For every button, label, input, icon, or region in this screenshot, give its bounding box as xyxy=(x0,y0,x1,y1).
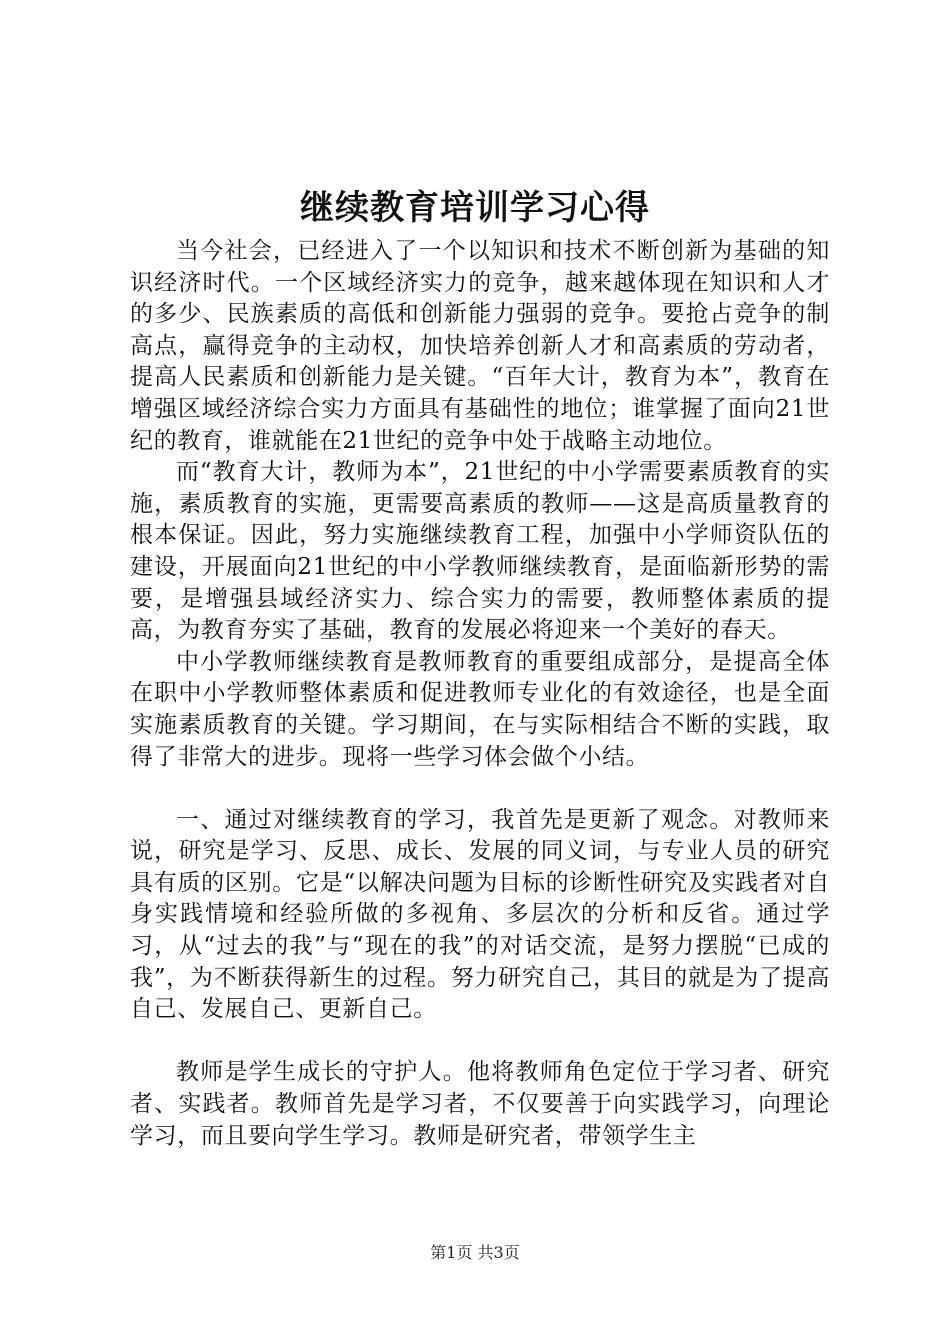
paragraph-3: 中小学教师继续教育是教师教育的重要组成部分，是提高全体在职中小学教师整体素质和促进教师专业化的有效途径，也是全面实施素质教育的关键。学习期间，在与实际相结合不断的实践，取得了非常大的进步。现将一些学习体会做个小结。 xyxy=(130,648,830,770)
paragraph-1: 当今社会，已经进入了一个以知识和技术不断创新为基础的知识经济时代。一个区域经济实力的竞争，越来越体现在知识和人才的多少、民族素质的高低和创新能力强弱的竞争。要抢占竞争的制高点，赢得竞争的主动权，加快培养创新人才和高素质的劳动者，提高人民素质和创新能力是关键。“百年大计，教育为本”，教育在增强区域经济综合实力方面具有基础性的地位；谁掌握了面向21世纪的教育，谁就能在21世纪的竞争中处于战略主动地位。 xyxy=(130,238,830,454)
paragraph-5: 教师是学生成长的守护人。他将教师角色定位于学习者、研究者、实践者。教师首先是学习者，不仅要善于向实践学习，向理论学习，而且要向学生学习。教师是研究者，带领学生主 xyxy=(130,1059,830,1149)
page-number-footer: 第1页 共3页 xyxy=(430,1243,520,1262)
paragraph-4: 一、通过对继续教育的学习，我首先是更新了观念。对教师来说，研究是学习、反思、成长、发展的同义词，与专业人员的研究具有质的区别。它是“以解决问题为目标的诊断性研究及实践者对自身实践情境和经验所做的多视角、多层次的分析和反省。通过学习，从“过去的我”与“现在的我”的对话交流，是努力摆脱“已成的我”，为不断获得新生的过程。努力研究自己，其目的就是为了提高自己、发展自己、更新自己。 xyxy=(130,806,830,1023)
paragraph-2: 而“教育大计，教师为本”，21世纪的中小学需要素质教育的实施，素质教育的实施，更需要高素质的教师——这是高质量教育的根本保证。因此，努力实施继续教育工程，加强中小学师资队伍的建设，开展面向21世纪的中小学教师继续教育，是面临新形势的需要，是增强县域经济实力、综合实力的需要，教师整体素质的提高，为教育夯实了基础，教育的发展必将迎来一个美好的春天。 xyxy=(130,459,830,644)
document-body xyxy=(130,236,830,1152)
page-title: 继续教育培训学习心得 xyxy=(300,188,650,228)
